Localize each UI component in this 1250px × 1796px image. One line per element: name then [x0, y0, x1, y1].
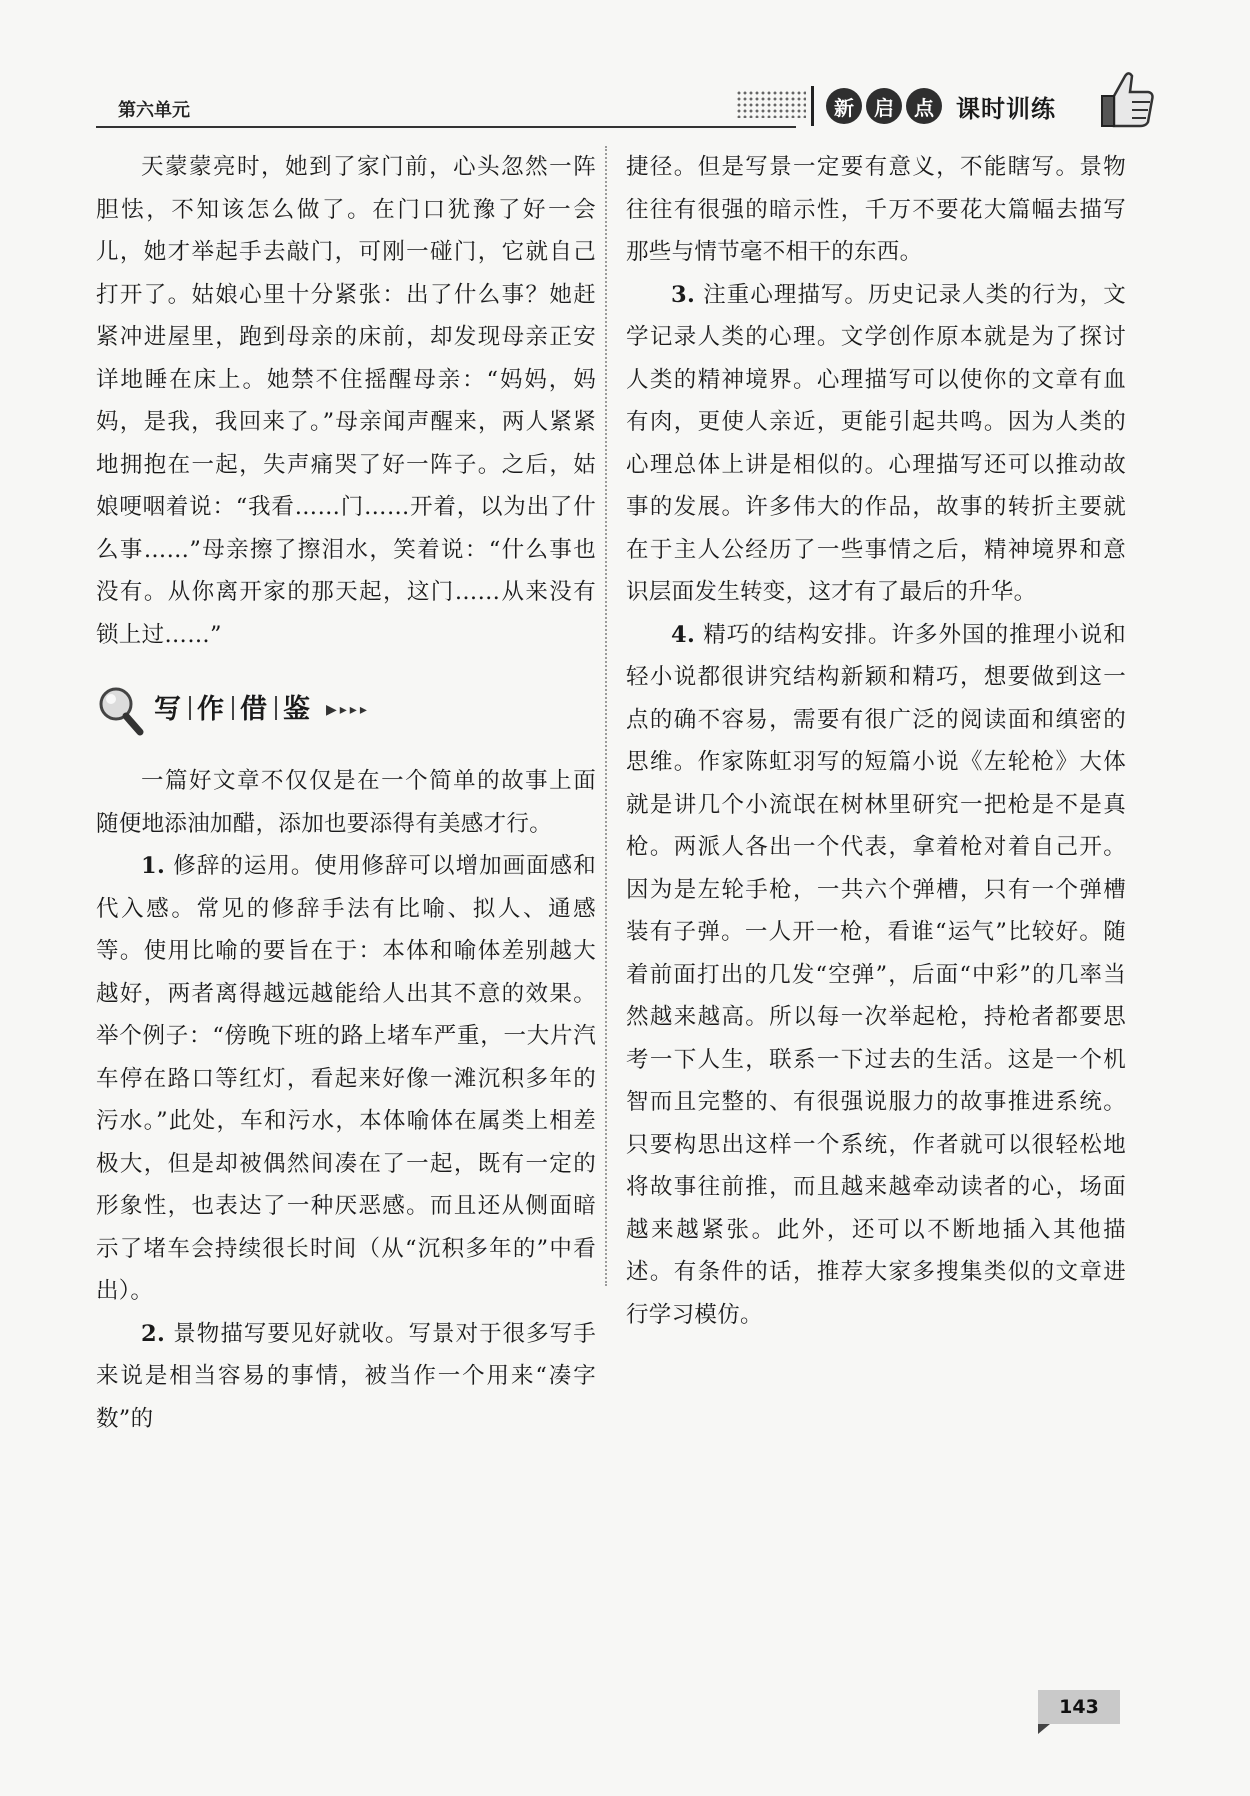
unit-label: 第六单元	[118, 100, 190, 121]
section-title-char: 作	[197, 693, 226, 725]
tip-3-number: 3.	[671, 281, 696, 308]
tip-2-continued: 捷径。但是写景一定要有意义，不能瞎写。景物往往有很强的暗示性，千万不要花大篇幅去描写那些与情节毫不相干的东西。	[626, 154, 1126, 265]
tip-1-number: 1.	[141, 853, 166, 879]
left-column	[96, 146, 596, 1440]
section-title-char: 借	[240, 693, 269, 725]
tip-3-text: 注重心理描写。历史记录人类的行为，文学记录人类的心理。文学创作原本就是为了探讨人类的精神境界。心理描写可以使你的文章有血有肉，更使人亲近，更能引起共鸣。因为人类的心理总体上讲是相似的。心理描写还可以推动故事的发展。许多伟大的作品，故事的转折主要就在于主人公经历了一些事情之后，精神境界和意识层面发生转变，这才有了最后的升华。	[626, 281, 1126, 605]
story-paragraph: 天蒙蒙亮时，她到了家门前，心头忽然一阵胆怯，不知该怎么做了。在门口犹豫了好一会儿，她才举起手去敲门，可刚一碰门，它就自己打开了。姑娘心里十分紧张：出了什么事？她赶紧冲进屋里，跑到母亲的床前，却发现母亲正安详地睡在床上。她禁不住摇醒母亲：“妈妈，妈妈，是我，我回来了。”母亲闻声醒来，两人紧紧地拥抱在一起，失声痛哭了好一阵子。之后，姑娘哽咽着说：“我看……门……开着，以为出了什么事……”母亲擦了擦泪水，笑着说：“什么事也没有。从你离开家的那天起，这门……从来没有锁上过……”	[96, 154, 596, 648]
arrows-icon: ▶▸▸▸	[326, 701, 370, 718]
column-divider	[605, 146, 607, 1286]
section-title-char: 写	[154, 693, 183, 725]
intro-paragraph: 一篇好文章不仅仅是在一个简单的故事上面随便地添油加醋，添加也要添得有美感才行。	[96, 768, 596, 837]
page-number: 143	[1038, 1690, 1120, 1724]
brand-tagline: 课时训练	[956, 94, 1056, 123]
section-title	[154, 689, 312, 732]
header-separator	[811, 86, 814, 126]
tip-2-paragraph	[96, 1313, 596, 1441]
right-column	[626, 146, 1126, 1336]
tip-2-number: 2.	[141, 1320, 166, 1347]
tip-4-number: 4.	[671, 621, 696, 648]
section-heading	[96, 670, 596, 750]
brand-logo	[826, 88, 1056, 124]
brand-char-1: 新	[826, 88, 862, 124]
section-title-char: 鉴	[283, 693, 312, 725]
tip-1-text: 修辞的运用。使用修辞可以增加画面感和代入感。常见的修辞手法有比喻、拟人、通感等。使用比喻的要旨在于：本体和喻体差别越大越好，两者离得越远越能给人出其不意的效果。举个例子：“傍晚下班的路上堵车严重，一大片汽车停在路口等红灯，看起来好像一滩沉积多年的污水。”此处，车和污水，本体喻体在属类上相差极大，但是却被偶然间凑在了一起，既有一定的形象性，也表达了一种厌恶感。而且还从侧面暗示了堵车会持续很长时间（从“沉积多年的”中看出）。	[96, 853, 596, 1304]
header-dots-decoration	[736, 90, 806, 118]
tip-2-text: 景物描写要见好就收。写景对于很多写手来说是相当容易的事情，被当作一个用来“凑字数”的	[96, 1320, 596, 1432]
tip-3-paragraph	[626, 274, 1126, 614]
page-number-corner	[1038, 1724, 1050, 1734]
tip-4-text: 精巧的结构安排。许多外国的推理小说和轻小说都很讲究结构新颖和精巧，想要做到这一点的确不容易，需要有很广泛的阅读面和缜密的思维。作家陈虹羽写的短篇小说《左轮枪》大体就是讲几个小流氓在树林里研究一把枪是不是真枪。两派人各出一个代表，拿着枪对着自己开。因为是左轮手枪，一共六个弹槽，只有一个弹槽装有子弹。一人开一枪，看谁“运气”比较好。随着前面打出的几发“空弹”，后面“中彩”的几率当然越来越高。所以每一次举起枪，持枪者都要思考一下人生，联系一下过去的生活。这是一个机智而且完整的、有很强说服力的故事推进系统。只要构思出这样一个系统，作者就可以很轻松地将故事往前推，而且越来越牵动读者的心，场面越来越紧张。此外，还可以不断地插入其他描述。有条件的话，推荐大家多搜集类似的文章进行学习模仿。	[626, 621, 1126, 1328]
tip-4-paragraph	[626, 614, 1126, 1337]
tip-1-paragraph	[96, 845, 596, 1313]
thumbs-up-icon	[1096, 66, 1158, 130]
brand-char-3: 点	[906, 88, 942, 124]
magnifier-icon	[96, 684, 144, 736]
brand-char-2: 启	[866, 88, 902, 124]
header-rule	[96, 126, 796, 128]
